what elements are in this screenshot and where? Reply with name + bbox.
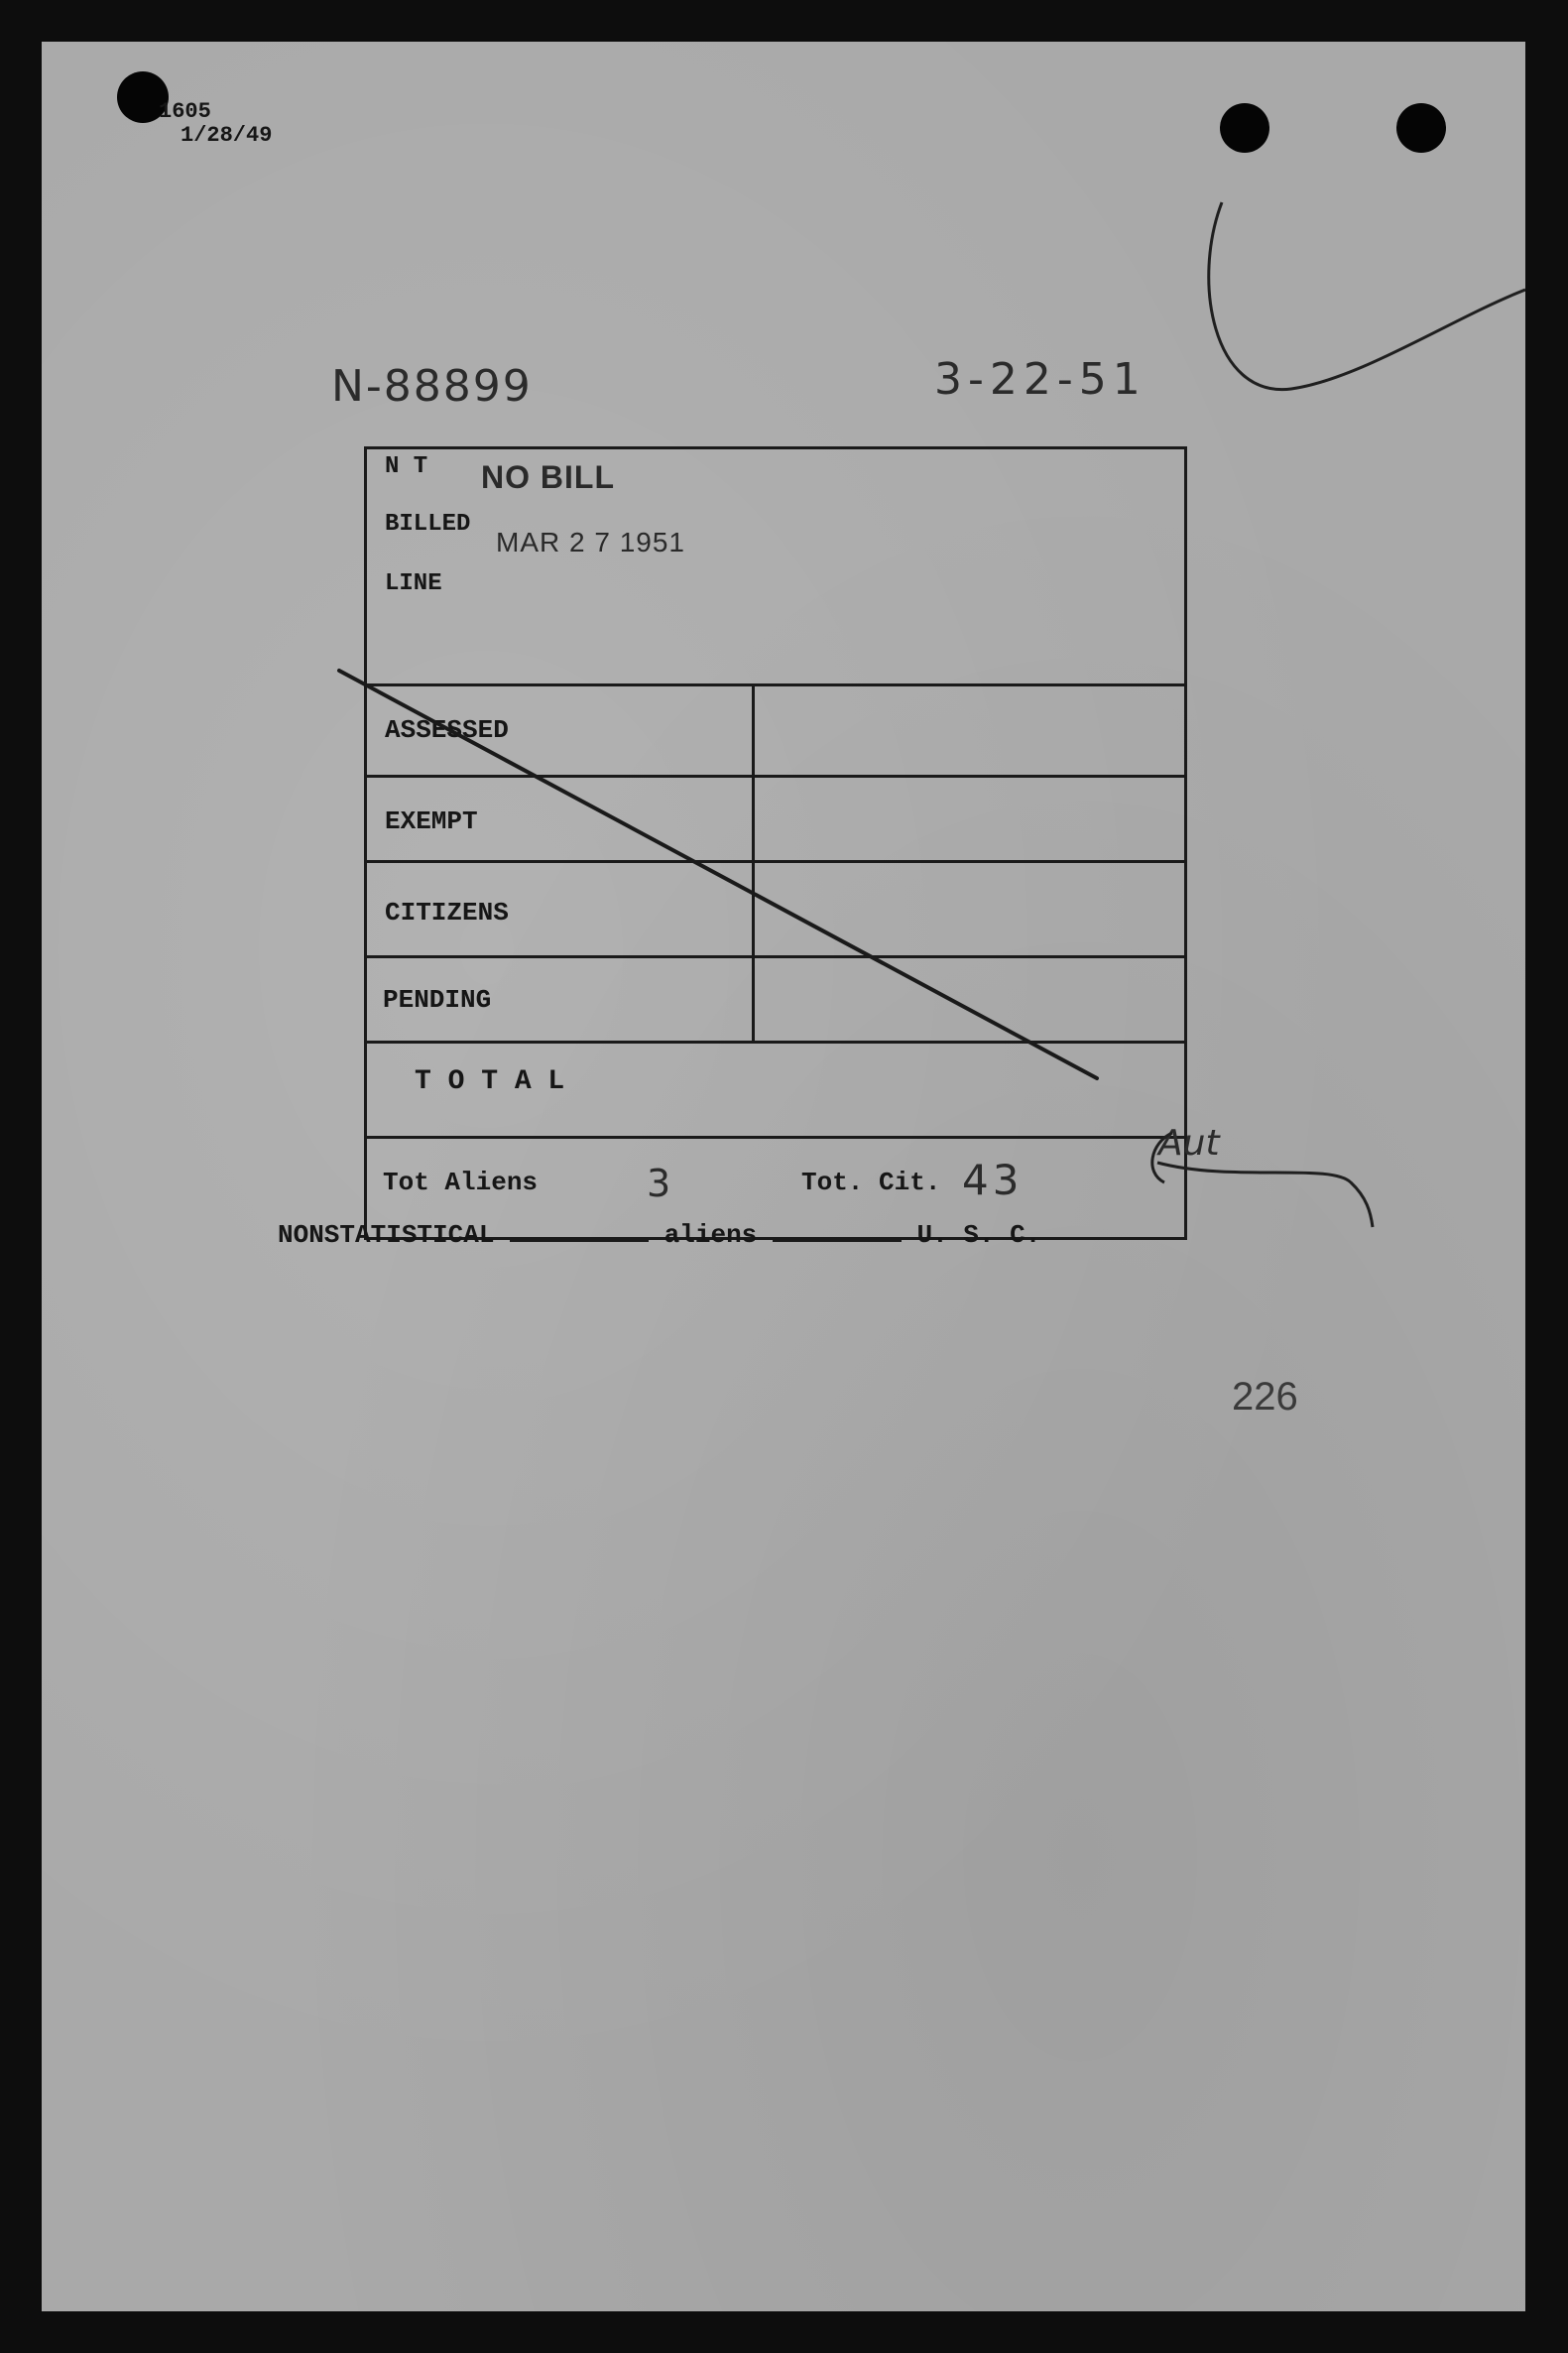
- nonstatistical-label: NONSTATISTICAL: [278, 1220, 495, 1250]
- tot-cit-value: 43: [962, 1156, 1024, 1204]
- form-number: 1605: [159, 99, 211, 124]
- nt-label: N T: [385, 453, 428, 480]
- line-label: LINE: [385, 570, 442, 597]
- billed-label: BILLED: [385, 511, 471, 538]
- tot-aliens-value: 3: [647, 1162, 671, 1205]
- row-label-citizens: CITIZENS: [385, 898, 509, 928]
- corner-curve-stroke: [1209, 202, 1525, 390]
- case-number: N-88899: [331, 361, 533, 412]
- total-label: T O T A L: [415, 1066, 565, 1097]
- cross-out-stroke: [339, 671, 1097, 1078]
- document-page: [42, 42, 1525, 2311]
- tot-aliens-label: Tot Aliens: [383, 1168, 539, 1197]
- initials-loop-stroke: [1152, 1133, 1172, 1182]
- usc-label: U. S. C.: [916, 1220, 1041, 1250]
- row-label-pending: PENDING: [383, 985, 492, 1015]
- aliens-label: aliens: [663, 1220, 758, 1250]
- handwritten-initials: Aut: [1158, 1123, 1220, 1164]
- initials-underline-stroke: [1157, 1163, 1373, 1227]
- case-date: 3-22-51: [934, 354, 1146, 405]
- row-label-assessed: ASSESSED: [385, 715, 509, 745]
- pen-marks: [42, 42, 1525, 2311]
- revision-date: 1/28/49: [181, 123, 273, 148]
- tot-cit-label: Tot. Cit.: [801, 1168, 941, 1197]
- row-label-exempt: EXEMPT: [385, 806, 478, 836]
- billed-stamp: MAR 2 7 1951: [496, 527, 685, 557]
- nt-stamp: NO BILL: [481, 459, 615, 495]
- page-stamp: 226: [1232, 1375, 1298, 1419]
